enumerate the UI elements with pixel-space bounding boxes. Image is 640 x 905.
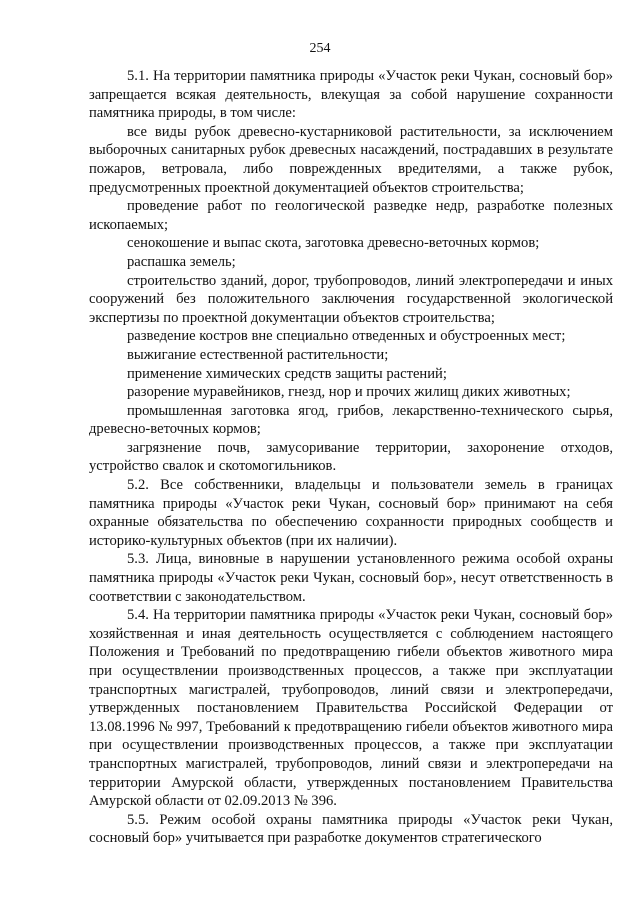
list-item-destroying-habitats: разорение муравейников, гнезд, нор и прочих жилищ диких животных; xyxy=(127,384,571,401)
paragraph-5-4: 5.4. На территории памятника природы «Участок реки Чукан, сосновый бор» хозяйственная и иная деятельность осуществляется с соблюдением настоящего Положения и Требований по предотвращению гибели объектов животного мира при осуществлении производственных процессов, а также при эксплуатации транспортных магистралей, трубопроводов, линий связи и электропередачи, утвержденных постановлением Правительства Российской Федерации от 13.08.1996 № 997, Требований к предотвращению гибели объектов животного мира при осуществлении производственных процессов, а также при эксплуатации транспортных магистралей, трубопроводов, линий связи и электропередачи на территории Амурской области, утвержденных постановлением Правительства Амурской области от 02.09.2013 № 396. xyxy=(89,607,613,810)
paragraph-5-3: 5.3. Лица, виновные в нарушении установленного режима особой охраны памятника природы «Участок реки Чукан, сосновый бор», несут ответственность в соответствии с законодательством. xyxy=(89,551,613,605)
list-item-burning-vegetation: выжигание естественной растительности; xyxy=(127,346,389,363)
paragraph-5-2: 5.2. Все собственники, владельцы и пользователи земель в границах памятника природы «Участок реки Чукан, сосновый бор» принимают на себя охранные обязательства по обеспечению сохранности природных сообществ и историко-культурных объектов (при их наличии). xyxy=(89,477,613,549)
paragraph-5-1: 5.1. На территории памятника природы «Участок реки Чукан, сосновый бор» запрещается всякая деятельность, влекущая за собой нарушение сохранности памятника природы, в том числе: xyxy=(89,68,613,122)
list-item-bonfires: разведение костров вне специально отведенных и обустроенных мест; xyxy=(127,328,566,345)
list-item-haymaking: сенокошение и выпас скота, заготовка древесно-веточных кормов; xyxy=(127,235,540,252)
page-number: 254 xyxy=(309,41,331,56)
document-body xyxy=(89,67,613,848)
list-item-construction: строительство зданий, дорог, трубопроводов, линий электропередачи и иных сооружений без положительного заключения государственной экологической экспертизы по проектной документации объектов строительства; xyxy=(89,272,613,326)
list-item-chemicals: применение химических средств защиты растений; xyxy=(127,365,447,382)
list-item-logging: все виды рубок древесно-кустарниковой растительности, за исключением выборочных санитарных рубок древесных насаждений, пострадавших в результате пожаров, ветровала, либо поврежденных вредителями, а также рубок, предусмотренных проектной документацией объектов строительства; xyxy=(89,123,613,196)
paragraph-5-5: 5.5. Режим особой охраны памятника природы «Участок реки Чукан, сосновый бор» учитывается при разработке документов стратегического xyxy=(89,811,613,847)
list-item-ploughing: распашка земель; xyxy=(127,253,236,270)
list-item-pollution: загрязнение почв, замусоривание территории, захоронение отходов, устройство свалок и скотомогильников. xyxy=(89,439,613,475)
list-item-industrial-harvesting: промышленная заготовка ягод, грибов, лекарственно-технического сырья, древесно-веточных кормов; xyxy=(89,402,613,438)
list-item-geological-works: проведение работ по геологической разведке недр, разработке полезных ископаемых; xyxy=(89,198,613,233)
